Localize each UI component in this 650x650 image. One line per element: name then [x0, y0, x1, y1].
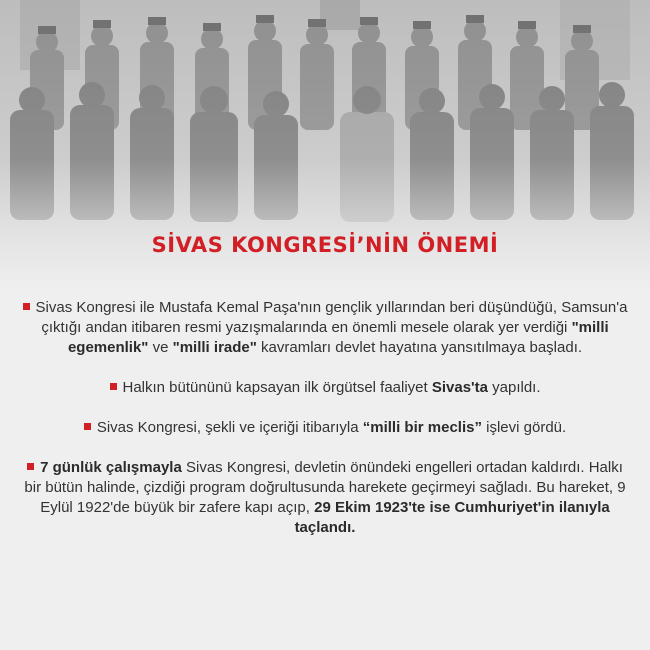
bullet-text: kavramları devlet hayatına yansıtılmaya başladı. [256, 339, 583, 356]
bullet-text: işlevi gördü. [481, 419, 567, 436]
bullet-item-1 [22, 298, 628, 358]
bold-phrase: "milli egemenlik" [67, 319, 609, 356]
bold-phrase: Sivas'ta [431, 379, 488, 396]
bullet-text: yapıldı. [487, 379, 541, 396]
bold-phrase: 7 günlük çalışmayla [40, 459, 182, 476]
bullet-item-3 [22, 418, 628, 438]
bullet-text: Halkın bütününü kapsayan ilk örgütsel faaliyet [122, 379, 432, 396]
bold-phrase: 29 Ekim 1923'te ise Cumhuriyet'in ilanıyla taçlandı. [294, 499, 610, 536]
bullet-item-4 [22, 458, 628, 538]
bullet-text: ve [148, 339, 173, 356]
square-bullet-icon [110, 383, 117, 390]
bullet-text: Sivas Kongresi, devletin önündeki engelleri ortadan kaldırdı. Halkı bir bütün halinde, çizdiği program doğrultusunda harekete geçirmeyi sağladı. Bu hareket, 9 Eylül 1922'de büyük bir zafere kapı açıp, [24, 459, 626, 516]
bullet-text: Sivas Kongresi ile Mustafa Kemal Paşa'nın gençlik yıllarından beri düşündüğü, Samsun'a çıktığı andan itibaren resmi yazışmalarında en önemli mesele olarak yer verdiği [35, 299, 628, 336]
bold-phrase: "milli irade" [172, 339, 257, 356]
square-bullet-icon [23, 303, 30, 310]
bold-phrase: “milli bir meclis” [362, 419, 482, 436]
square-bullet-icon [27, 463, 34, 470]
square-bullet-icon [84, 423, 91, 430]
bullet-list [22, 298, 628, 538]
bullet-item-2 [22, 378, 628, 398]
bullet-text: Sivas Kongresi, şekli ve içeriği itibarıyla [96, 419, 363, 436]
page-title: SİVAS KONGRESİ’NİN ÖNEMİ [151, 233, 499, 257]
